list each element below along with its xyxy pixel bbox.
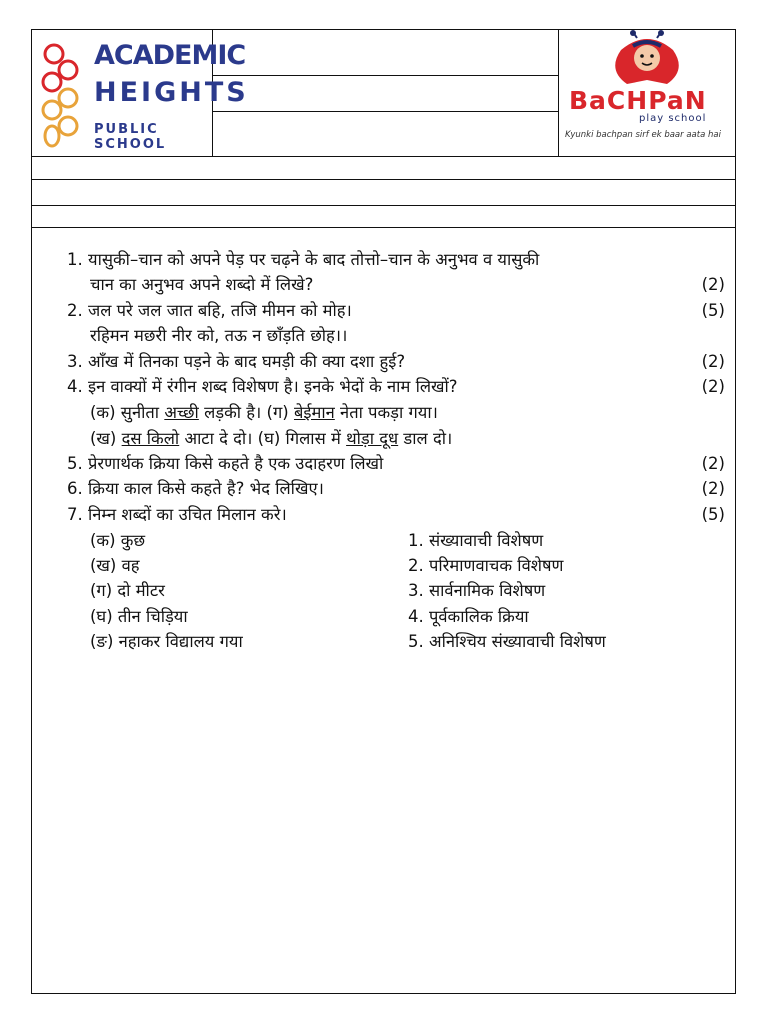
bachpan-logo [559,30,735,156]
blank-row-2 [32,180,735,206]
question-marks: (2) [701,352,725,371]
match-text: संख्यावाची विशेषण [429,531,544,550]
question-1 [67,250,725,270]
match-right-5 [408,632,606,652]
match-left-2: (ख) वह [90,556,140,575]
question-text-2: रहिमन मछरी नीर को, तऊ न छाँड़ति छोह।। [90,326,348,345]
match-number: 5. [408,632,424,651]
question-number: 6. [67,479,83,498]
question-number: 1. [67,250,83,269]
academic-heights-logo [32,30,249,156]
header-blank-fields [212,30,559,156]
question-5 [67,454,725,474]
question-number: 5. [67,454,83,473]
blank-field-2 [212,75,558,112]
match-left-1: (क) कुछ [90,531,146,550]
match-right-4 [408,607,529,627]
bachpan-sub: play school [639,113,707,124]
bachpan-tagline: Kyunki bachpan sirf ek baar aata hai [565,130,721,140]
question-text: इन वाक्यों में रंगीन शब्द विशेषण है। इनके भेदों के नाम लिखों? [88,377,458,396]
question-1-cont [90,275,725,295]
question-2-cont [90,326,347,346]
question-marks: (2) [701,454,725,473]
match-number: 1. [408,531,424,550]
blank-field-1 [212,30,558,76]
match-text: सार्वनामिक विशेषण [429,581,546,600]
worksheet-page [31,29,736,994]
line-text: (ख) [90,429,122,448]
question-3 [67,352,725,372]
question-4-line-a [90,403,438,423]
match-text: परिमाणवाचक विशेषण [429,556,564,575]
logo-academic: ACADEMIC [94,40,246,71]
question-marks: (2) [701,275,725,294]
match-number: 4. [408,607,424,626]
line-text: नेता पकड़ा गया। [334,403,438,422]
question-marks: (2) [701,377,725,396]
match-left-4: (घ) तीन चिड़िया [90,607,188,626]
underlined-word: थोड़ा दूध [346,429,399,448]
question-marks: (5) [701,301,725,320]
question-marks: (2) [701,479,725,498]
match-right-3 [408,581,545,601]
question-7 [67,505,725,525]
question-text-2: चान का अनुभव अपने शब्दो में लिखे? [90,275,314,294]
line-text: आटा दे दो। (घ) गिलास में [179,429,347,448]
match-right-2 [408,556,563,576]
match-number: 2. [408,556,424,575]
match-text: पूर्वकालिक क्रिया [429,607,529,626]
question-number: 7. [67,505,83,524]
logo-heights: HEIGHTS [94,77,249,108]
question-text: प्रेरणार्थक क्रिया किसे कहते है एक उदाहरण लिखो [88,454,384,473]
question-number: 4. [67,377,83,396]
question-6 [67,479,725,499]
question-text: आँख में तिनका पड़ने के बाद घमड़ी की क्या दशा हुई? [88,352,406,371]
question-2 [67,301,725,321]
question-text: निम्न शब्दों का उचित मिलान करे। [88,505,287,524]
question-text: जल परे जल जात बहि, तजि मीमन को मोह। [88,301,352,320]
knot-emblem-icon [32,30,94,156]
question-4-line-b [90,429,452,449]
question-marks: (5) [701,505,725,524]
match-left-5: (ङ) नहाकर विद्यालय गया [90,632,243,651]
header-table [32,30,735,157]
underlined-word: बेईमान [293,403,335,422]
underlined-word: दस किलो [121,429,180,448]
question-number: 2. [67,301,83,320]
question-4 [67,377,725,397]
blank-row-1 [32,156,735,180]
match-left-3: (ग) दो मीटर [90,581,165,600]
line-text: लड़की है। (ग) [198,403,294,422]
line-text: डाल दो। [398,429,453,448]
blank-row-3 [32,206,735,228]
question-text: क्रिया काल किसे कहते है? भेद लिखिए। [88,479,324,498]
question-number: 3. [67,352,83,371]
match-number: 3. [408,581,424,600]
line-text: (क) सुनीता [90,403,165,422]
underlined-word: अच्छी [164,403,199,422]
bachpan-brand: BaCHPaN [569,86,707,115]
logo-public-school: PUBLIC SCHOOL [94,122,167,152]
match-text: अनिश्चिय संख्यावाची विशेषण [429,632,606,651]
match-right-1 [408,531,543,551]
question-text: यासुकी–चान को अपने पेड़ पर चढ़ने के बाद तोत्तो–चान के अनुभव व यासुकी [88,250,540,269]
